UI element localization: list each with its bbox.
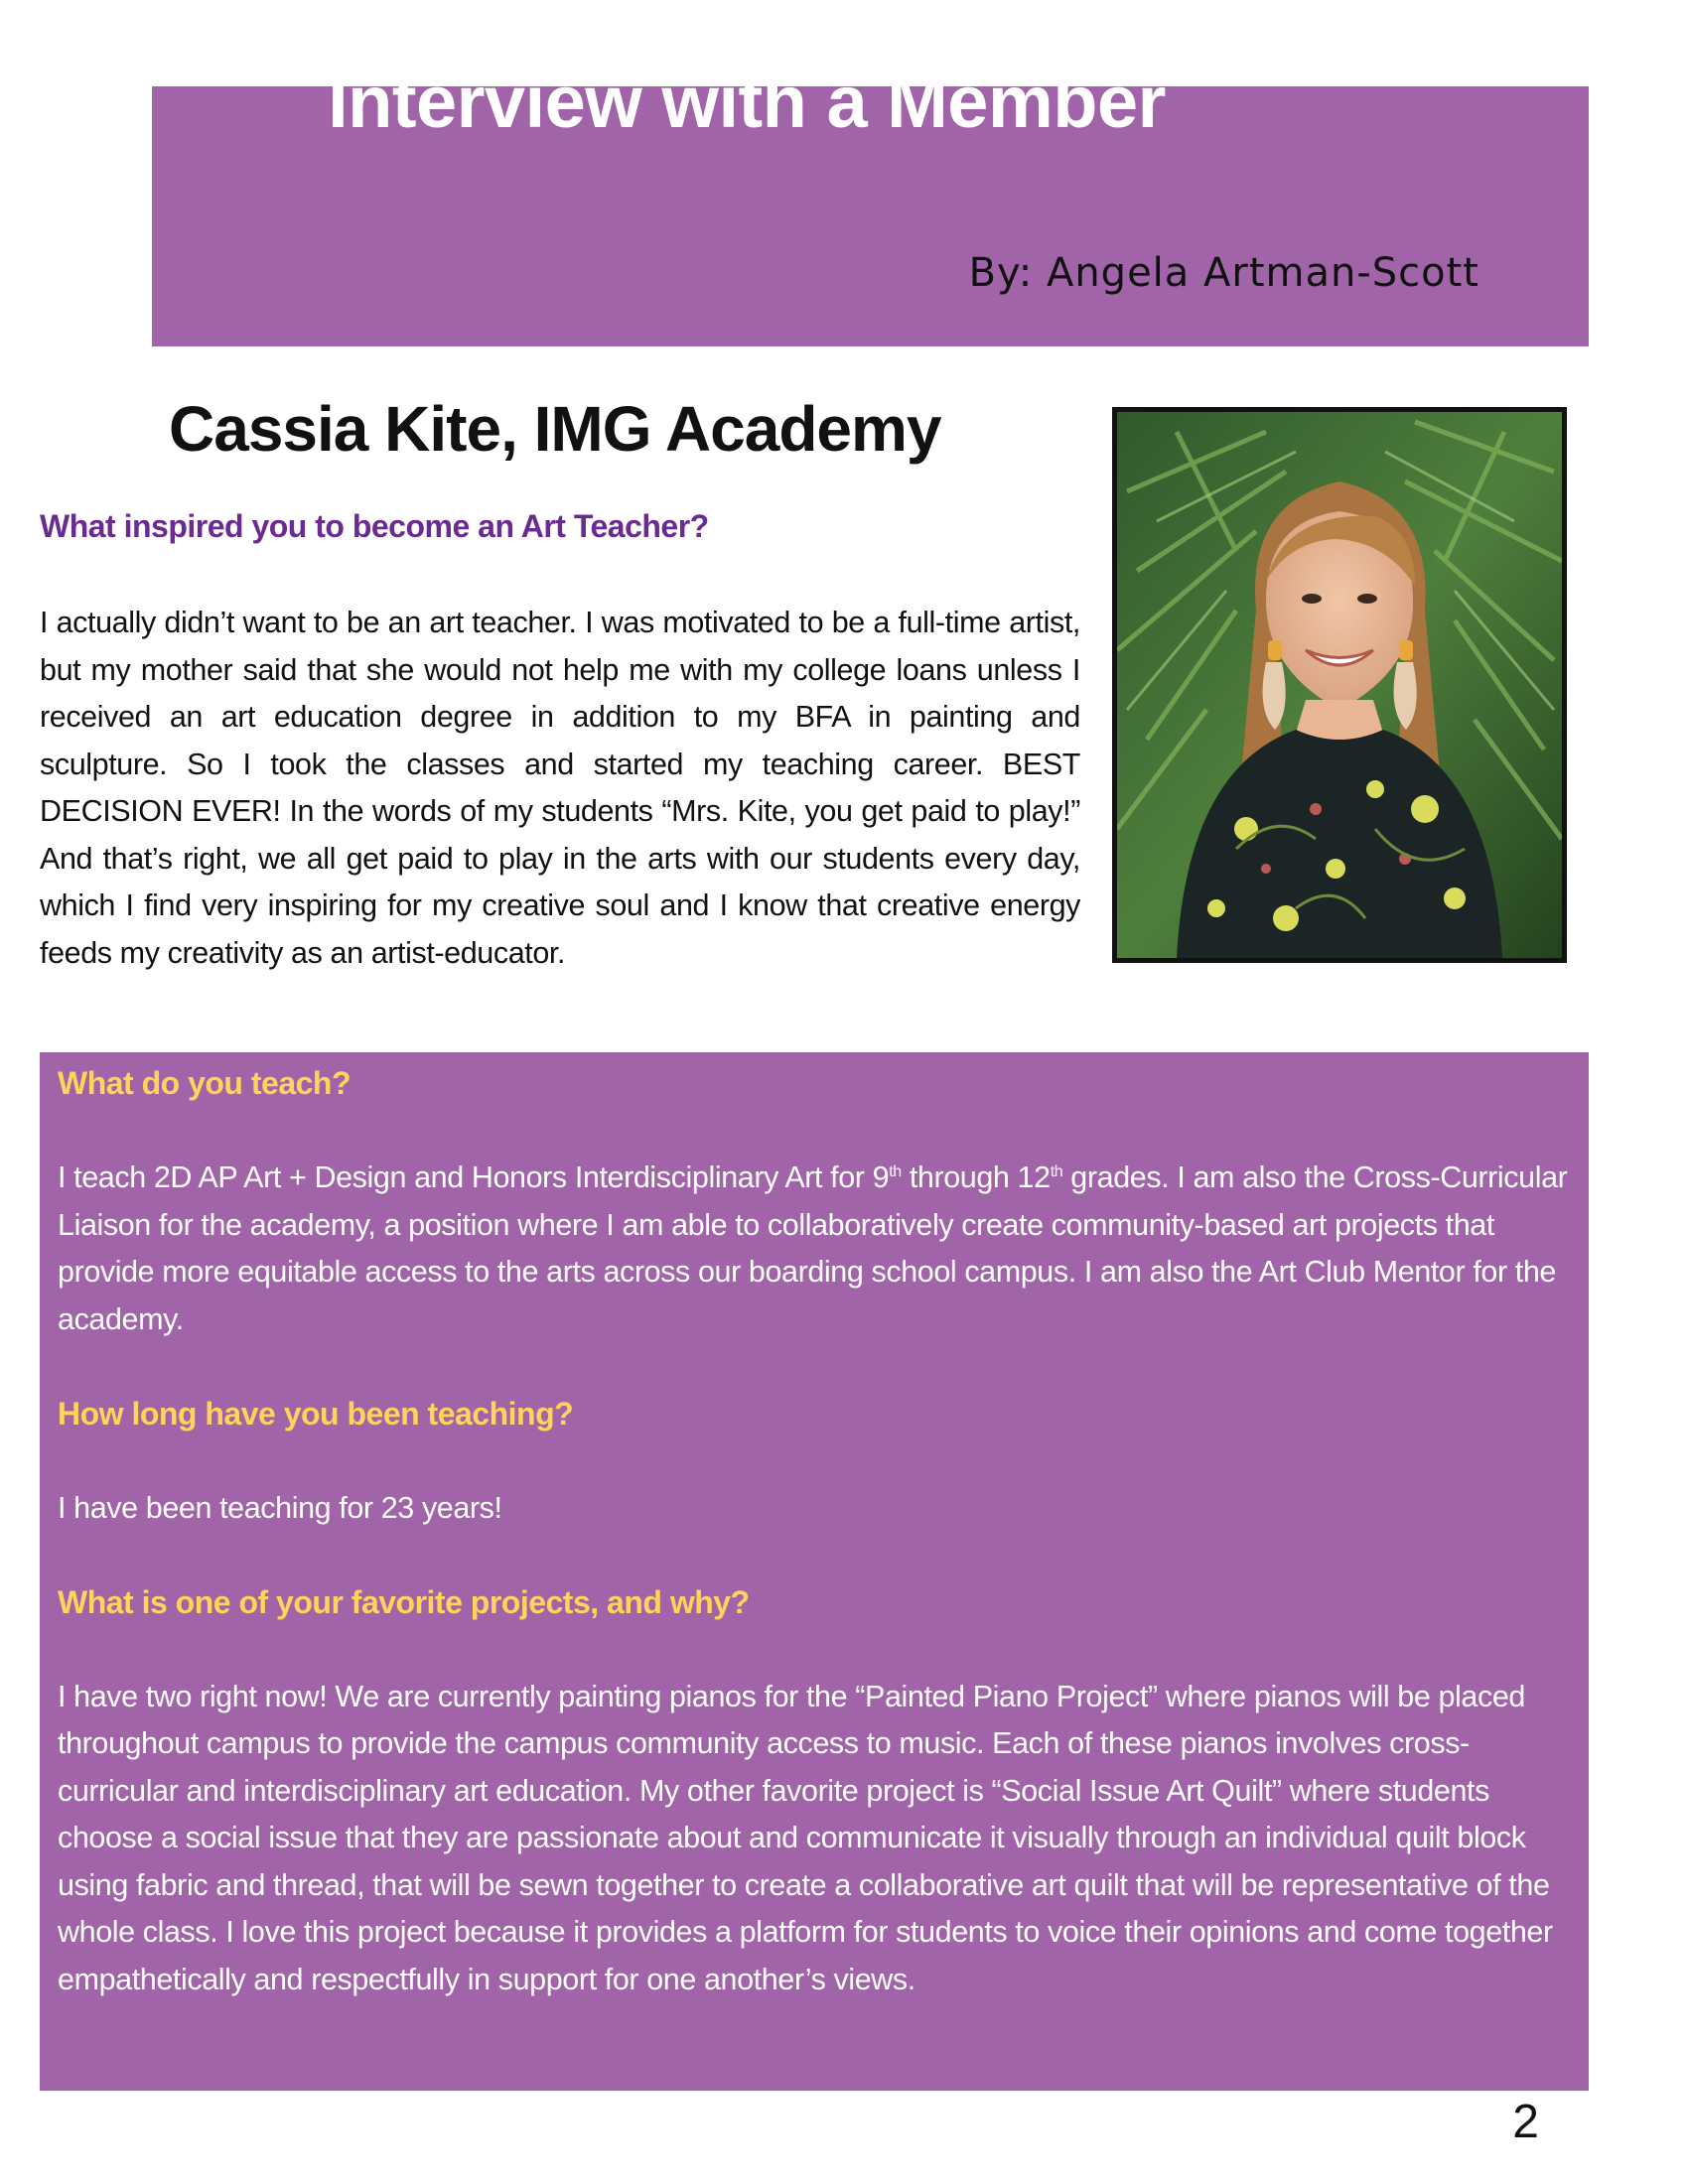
- answer-inspiration: I actually didn’t want to be an art teacher. I was motivated to be a full-time artist, but my mother said that she would not help me with my college loans unless I received an art education degree in addition to my BFA in painting and sculpture. So I took the classes and started my teaching career. BEST DECISION EVER! In the words of my students “Mrs. Kite, you get paid to play!” And that’s right, we all get paid to play in the arts with our students every day, which I find very inspiring for my creative soul and I know that creative energy feeds my creativity as an artist-educator.: [40, 606, 1080, 970]
- ordinal-sup: th: [1050, 1162, 1063, 1180]
- spacer: [58, 1108, 1577, 1156]
- portrait-illustration: [1117, 412, 1562, 958]
- spacer: [58, 1532, 1577, 1579]
- spacer: [58, 1437, 1577, 1485]
- answer-how-long: I have been teaching for 23 years!: [58, 1490, 502, 1525]
- page-title: [0, 58, 1688, 147]
- byline: By: Angela Artman-Scott: [968, 250, 1479, 296]
- panel-content: [58, 1060, 1577, 2003]
- interview-panel: [40, 1052, 1589, 2091]
- page-number: 2: [1512, 2096, 1539, 2148]
- answer-favorite-projects: I have two right now! We are currently painting pianos for the “Painted Piano Project” where pianos will be placed throughout campus to provide the campus community access to music. Each of these pianos involves cross-curricular and interdisciplinary art education. My other favorite project is “Social Issue Art Quilt” where students choose a social issue that they are passionate about and communicate it visually through an individual quilt block using fabric and thread, that will be sewn together to create a collaborative art quilt that will be representative of the whole class. I love this project because it provides a platform for students to voice their opinions and come together empathetically and respectfully in support for one another’s views.: [58, 1679, 1553, 1996]
- question-how-long: How long have you been teaching?: [58, 1395, 574, 1432]
- answer-what-teach-part2: through 12: [901, 1160, 1051, 1194]
- question-inspiration: What inspired you to become an Art Teacher?: [40, 508, 709, 544]
- member-name: Cassia Kite, IMG Academy: [169, 393, 941, 465]
- member-photo: [1112, 407, 1567, 963]
- page-title-text: Interview with a Member: [328, 61, 1166, 143]
- spacer: [58, 1626, 1577, 1674]
- ordinal-sup: th: [889, 1162, 902, 1180]
- answer-what-teach-part3: grades. I am also the Cross-Curricular Liaison for the academy, a position where I am able to collaboratively create community-based art projects that provide more equitable access to the arts across our boarding school campus. I am also the Art Club Mentor for the academy.: [58, 1160, 1568, 1336]
- spacer: [58, 1343, 1577, 1391]
- question-favorite-projects: What is one of your favorite projects, and why?: [58, 1583, 750, 1620]
- answer-what-teach: [58, 1155, 1577, 1343]
- question-what-teach: What do you teach?: [58, 1065, 351, 1101]
- answer-what-teach-part1: I teach 2D AP Art + Design and Honors Interdisciplinary Art for 9: [58, 1160, 890, 1194]
